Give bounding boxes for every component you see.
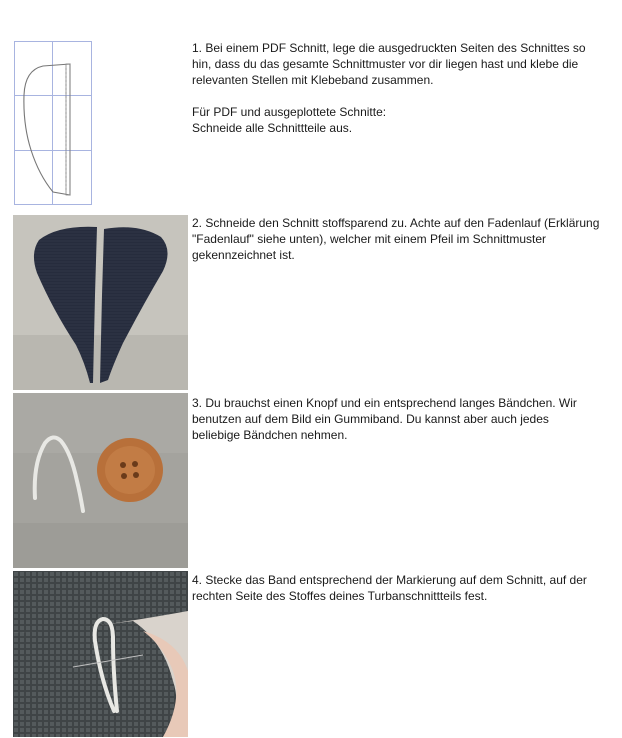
step-1-subheading: Für PDF und ausgeplottete Schnitte: [192, 105, 387, 119]
pinned-elastic-photo [13, 571, 188, 737]
button-elastic-photo [13, 393, 188, 568]
cut-fabric-photo [13, 215, 188, 390]
step-2-text: 2. Schneide den Schnitt stoffsparend zu. Achte auf den Fadenlauf (Erklärung "Fadenlauf" siehe unten), welcher mit einem Pfeil im Schnittmuster gekennzeichnet ist. [192, 216, 600, 262]
step-1-text: 1. Bei einem PDF Schnitt, lege die ausgedruckten Seiten des Schnittes so hin, dass du das gesamte Schnittmuster vor dir liegen hast und klebe die relevanten Stellen mit Klebeband zusammen. [192, 41, 586, 87]
step-3-text: 3. Du brauchst einen Knopf und ein entsprechend langes Bändchen. Wir benutzen auf dem Bild ein Gummiband. Du kannst aber auch jedes beliebige Bändchen nehmen. [192, 396, 577, 442]
step-3-text-block [192, 395, 600, 443]
step-2-text-block [192, 215, 600, 263]
step-4-text: 4. Stecke das Band entsprechend der Markierung auf dem Schnitt, auf der rechten Seite des Stoffes deines Turbanschnittteils fest. [192, 573, 587, 603]
pattern-sheet-image [13, 40, 188, 206]
step-1-subtext: Schneide alle Schnittteile aus. [192, 121, 353, 135]
step-4-text-block [192, 572, 600, 604]
step-1-text-block [192, 40, 600, 136]
